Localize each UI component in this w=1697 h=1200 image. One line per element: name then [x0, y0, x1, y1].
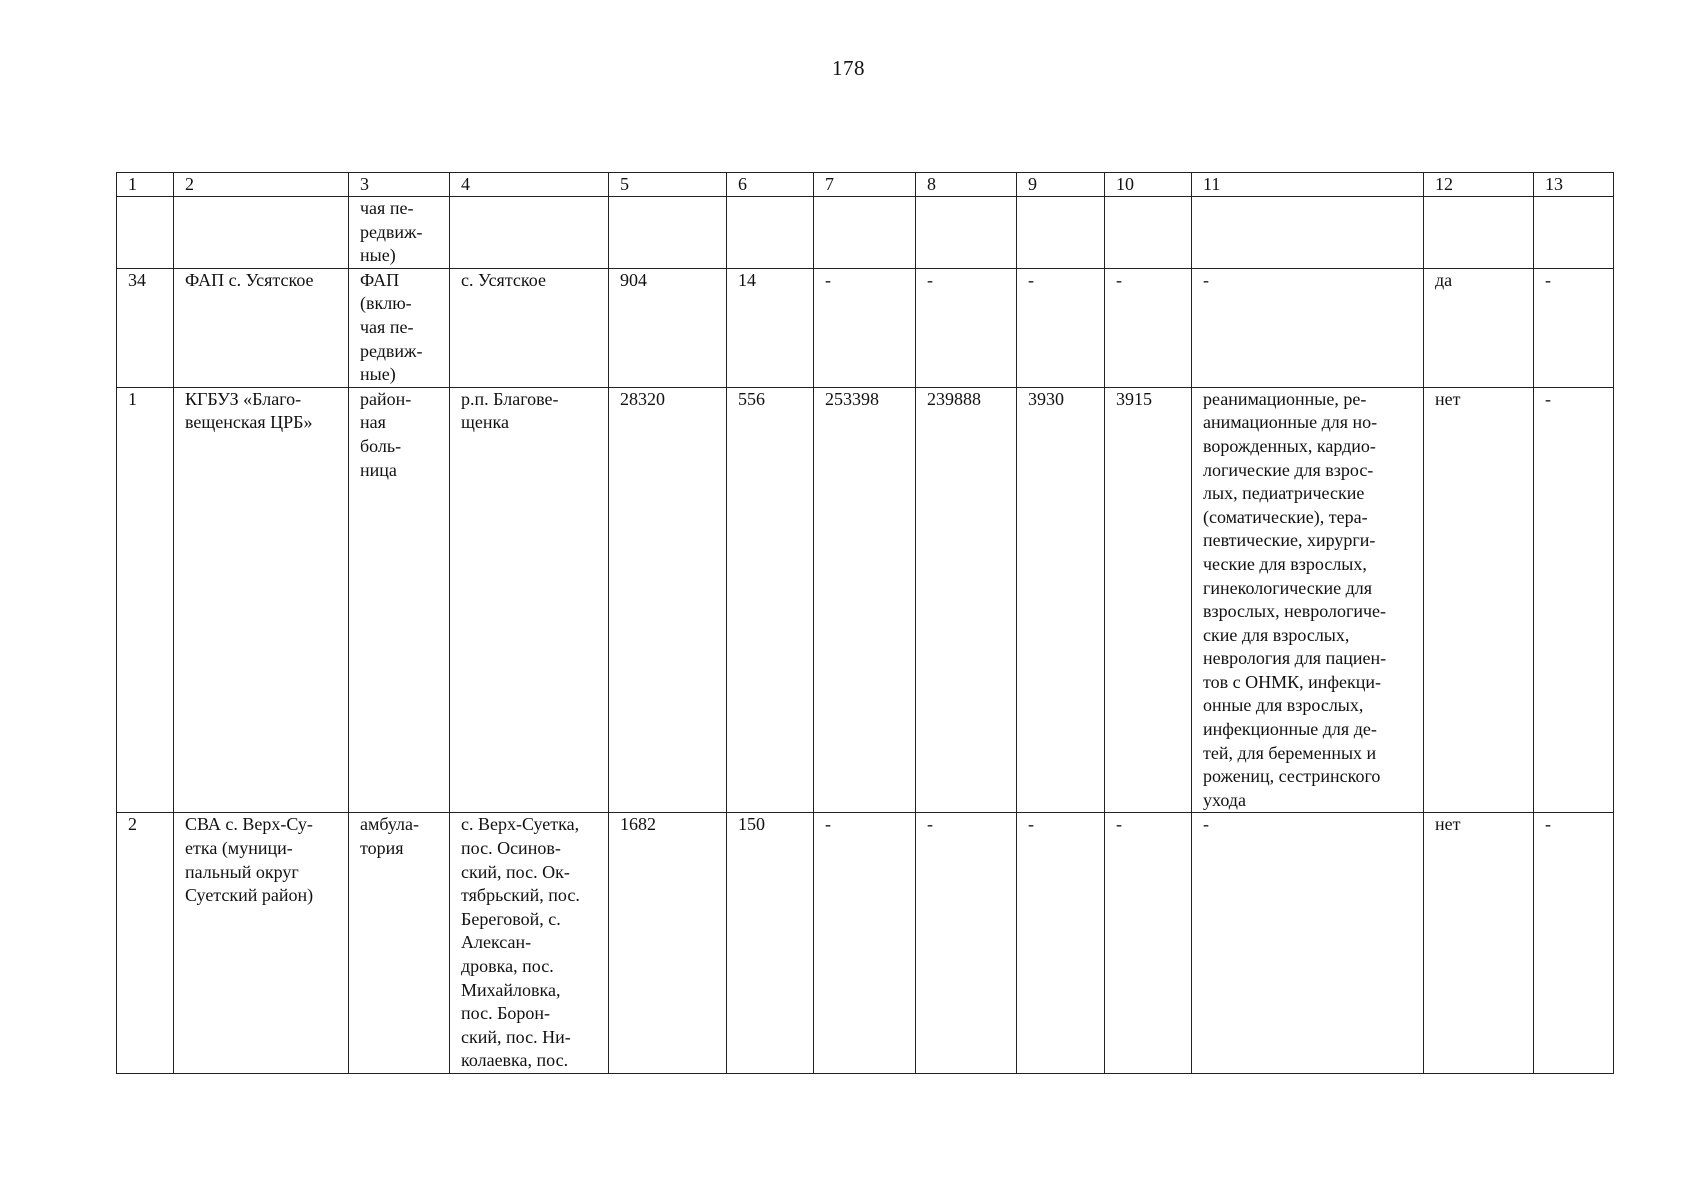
column-number: 1 [117, 173, 174, 197]
table-row [117, 387, 1614, 813]
table-cell: 253398 [814, 387, 916, 813]
table-cell: - [814, 268, 916, 387]
table-cell: 28320 [609, 387, 727, 813]
table-cell [1192, 197, 1424, 269]
table-cell: - [916, 268, 1017, 387]
table-cell: 3915 [1105, 387, 1192, 813]
table-cell: амбула- тория [349, 813, 450, 1074]
table-cell: - [1534, 813, 1614, 1074]
table-cell: - [1534, 268, 1614, 387]
table-cell: 3930 [1017, 387, 1105, 813]
table-cell: - [916, 813, 1017, 1074]
table-cell: ФАП с. Усятское [174, 268, 349, 387]
table-cell: - [1105, 268, 1192, 387]
table-cell: 1682 [609, 813, 727, 1074]
table-cell: 556 [727, 387, 814, 813]
table-cell [609, 197, 727, 269]
page-number: 178 [832, 56, 865, 80]
table-cell [1017, 197, 1105, 269]
table-cell: район- ная боль- ница [349, 387, 450, 813]
table-cell: - [1017, 268, 1105, 387]
table-cell [916, 197, 1017, 269]
table-row [117, 268, 1614, 387]
table-cell: 150 [727, 813, 814, 1074]
column-number: 7 [814, 173, 916, 197]
table-cell: р.п. Благове- щенка [450, 387, 609, 813]
table-cell [1105, 197, 1192, 269]
table-cell: - [814, 813, 916, 1074]
column-number-row [117, 173, 1614, 197]
table-cell: СВА с. Верх-Су- етка (муници- пальный округ Суетский район) [174, 813, 349, 1074]
table-cell: нет [1424, 387, 1534, 813]
column-number: 11 [1192, 173, 1424, 197]
table-cell [1534, 197, 1614, 269]
table-cell: с. Верх-Суетка, пос. Осинов- ский, пос. Ок- тябрьский, пос. Береговой, с. Алексан- дровка, пос. Михайловка, пос. Борон- ский, пос. Ни- колаевка, пос. [450, 813, 609, 1074]
table-cell: да [1424, 268, 1534, 387]
table-cell: 34 [117, 268, 174, 387]
table-cell: 2 [117, 813, 174, 1074]
table-cell: реанимационные, ре- анимационные для но- ворожденных, кардио- логические для взрос- лых, педиатрические (соматические), тера- певтические, хирурги- ческие для взрослых, гинекологические для взрослых, неврологиче- ские для взрослых, неврология для пациен- тов с ОНМК, инфекци- онные для взрослых, инфекционные для де- тей, для беременных и рожениц, сестринского ухода [1192, 387, 1424, 813]
column-number: 3 [349, 173, 450, 197]
table-cell: нет [1424, 813, 1534, 1074]
table-row [117, 813, 1614, 1074]
table-cell [1424, 197, 1534, 269]
table-cell: чая пе- редвиж- ные) [349, 197, 450, 269]
table-cell [450, 197, 609, 269]
table-cell: КГБУЗ «Благо- вещенская ЦРБ» [174, 387, 349, 813]
column-number: 8 [916, 173, 1017, 197]
table-cell [117, 197, 174, 269]
table-cell: с. Усятское [450, 268, 609, 387]
table-row [117, 197, 1614, 269]
table-cell: 1 [117, 387, 174, 813]
table-cell [174, 197, 349, 269]
table-cell: ФАП (вклю- чая пе- редвиж- ные) [349, 268, 450, 387]
column-number: 13 [1534, 173, 1614, 197]
table-cell: - [1105, 813, 1192, 1074]
table-cell: - [1192, 268, 1424, 387]
table-cell: - [1192, 813, 1424, 1074]
column-number: 12 [1424, 173, 1534, 197]
column-number: 4 [450, 173, 609, 197]
table-cell: 239888 [916, 387, 1017, 813]
table-cell [814, 197, 916, 269]
table-cell: - [1017, 813, 1105, 1074]
table-cell: - [1534, 387, 1614, 813]
column-number: 6 [727, 173, 814, 197]
table-cell: 904 [609, 268, 727, 387]
column-number: 5 [609, 173, 727, 197]
data-table [116, 172, 1614, 1074]
column-number: 10 [1105, 173, 1192, 197]
column-number: 9 [1017, 173, 1105, 197]
column-number: 2 [174, 173, 349, 197]
table-cell [727, 197, 814, 269]
table-cell: 14 [727, 268, 814, 387]
